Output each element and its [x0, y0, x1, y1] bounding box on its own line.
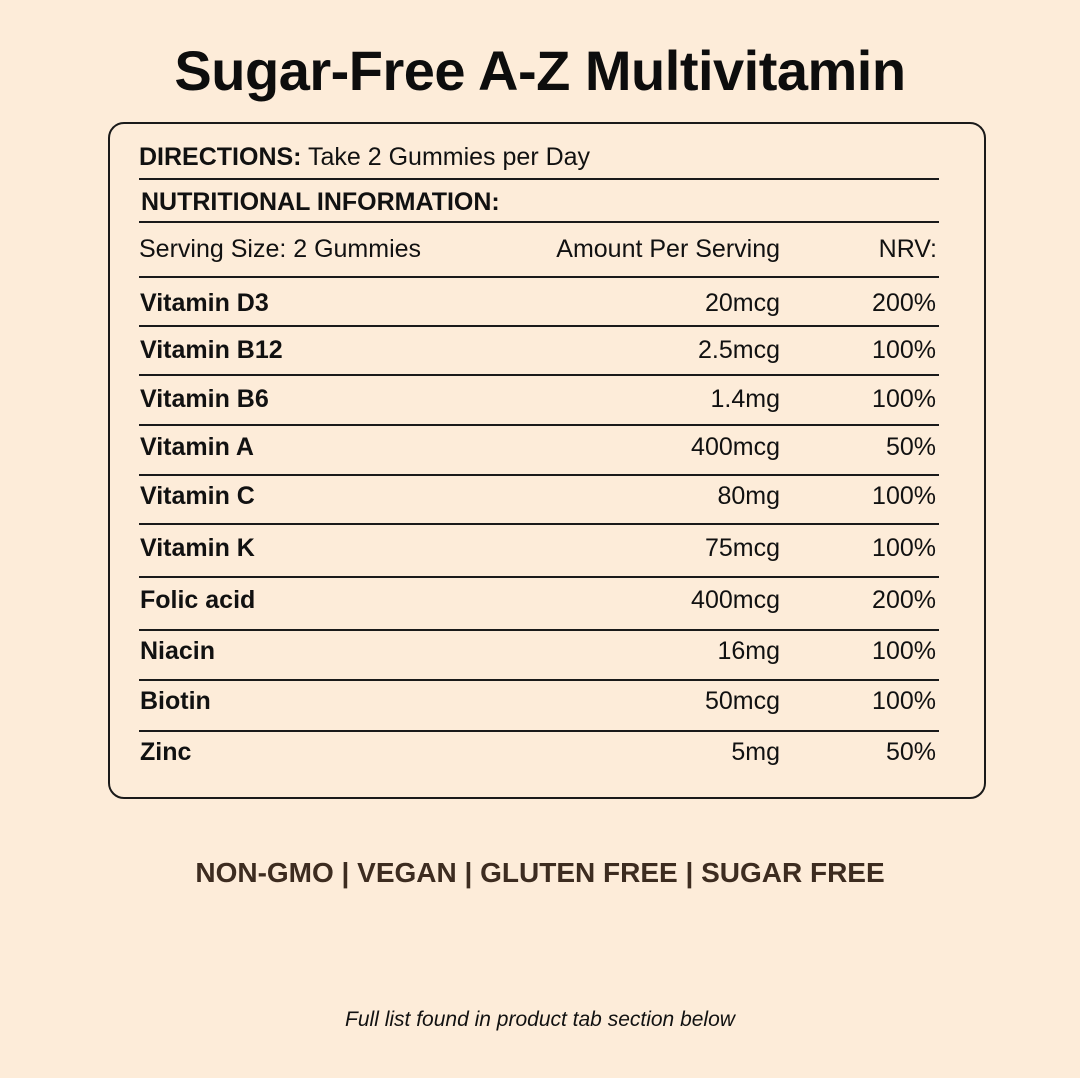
nutrient-nrv: 100%: [872, 336, 936, 364]
nutrient-amount: 20mcg: [704, 289, 780, 317]
nutrient-nrv: 100%: [872, 687, 936, 715]
nutrient-name: Zinc: [140, 738, 192, 766]
nutrient-name: Folic acid: [140, 586, 256, 614]
nutrient-amount: 1.4mg: [710, 385, 780, 413]
nutrient-name: Vitamin A: [140, 433, 254, 461]
nutrient-nrv: 50%: [885, 433, 936, 461]
table-row: [139, 430, 939, 464]
table-row: [139, 333, 939, 367]
divider: [139, 576, 939, 578]
serving-size-header: Serving Size: 2 Gummies: [139, 235, 422, 263]
nutrient-name: Niacin: [140, 637, 216, 665]
nutrient-nrv: 50%: [885, 738, 936, 766]
table-row: [139, 684, 939, 718]
table-row: [139, 634, 939, 668]
table-row: [139, 583, 939, 617]
product-badges: NON-GMO | VEGAN | GLUTEN FREE | SUGAR FREE: [195, 857, 885, 888]
table-row: [139, 286, 939, 320]
nutrient-amount: 50mcg: [704, 687, 780, 715]
divider: [139, 730, 939, 732]
divider: [139, 374, 939, 376]
divider: [139, 523, 939, 525]
nutrient-amount: 80mg: [717, 482, 780, 510]
nutrient-amount: 400mcg: [691, 586, 780, 614]
table-row: [139, 479, 939, 513]
divider: [139, 221, 939, 223]
directions-label: DIRECTIONS:: [139, 143, 302, 171]
nutrient-amount: 2.5mcg: [698, 336, 780, 364]
nutrient-amount: 16mg: [717, 637, 780, 665]
nutrient-nrv: 200%: [872, 289, 936, 317]
nutrient-amount: 75mcg: [704, 534, 780, 562]
nutrient-name: Vitamin B6: [140, 385, 269, 413]
nutrient-name: Vitamin B12: [140, 336, 283, 364]
table-row: [139, 382, 939, 416]
nutrient-name: Vitamin C: [140, 482, 255, 510]
nutrient-nrv: 100%: [872, 637, 936, 665]
divider: [139, 276, 939, 278]
nutrient-nrv: 100%: [872, 534, 936, 562]
nutrient-nrv: 100%: [872, 385, 936, 413]
nutritional-heading: NUTRITIONAL INFORMATION:: [141, 188, 500, 216]
nutrient-name: Vitamin D3: [140, 289, 269, 317]
divider: [139, 178, 939, 180]
divider: [139, 629, 939, 631]
page-title: Sugar-Free A-Z Multivitamin: [174, 39, 906, 102]
footnote: Full list found in product tab section below: [345, 1008, 735, 1031]
nutrient-nrv: 200%: [872, 586, 936, 614]
divider: [139, 679, 939, 681]
nrv-header: NRV:: [878, 235, 937, 263]
nutrient-amount: 400mcg: [691, 433, 780, 461]
directions-text: Take 2 Gummies per Day: [308, 143, 591, 171]
table-row: [139, 531, 939, 565]
divider: [139, 325, 939, 327]
nutrient-name: Vitamin K: [140, 534, 255, 562]
divider: [139, 424, 939, 426]
amount-header: Amount Per Serving: [556, 235, 780, 263]
nutrient-amount: 5mg: [731, 738, 780, 766]
divider: [139, 474, 939, 476]
nutrient-nrv: 100%: [872, 482, 936, 510]
table-row: [139, 735, 939, 769]
directions: [139, 140, 590, 174]
nutrient-name: Biotin: [140, 687, 211, 715]
